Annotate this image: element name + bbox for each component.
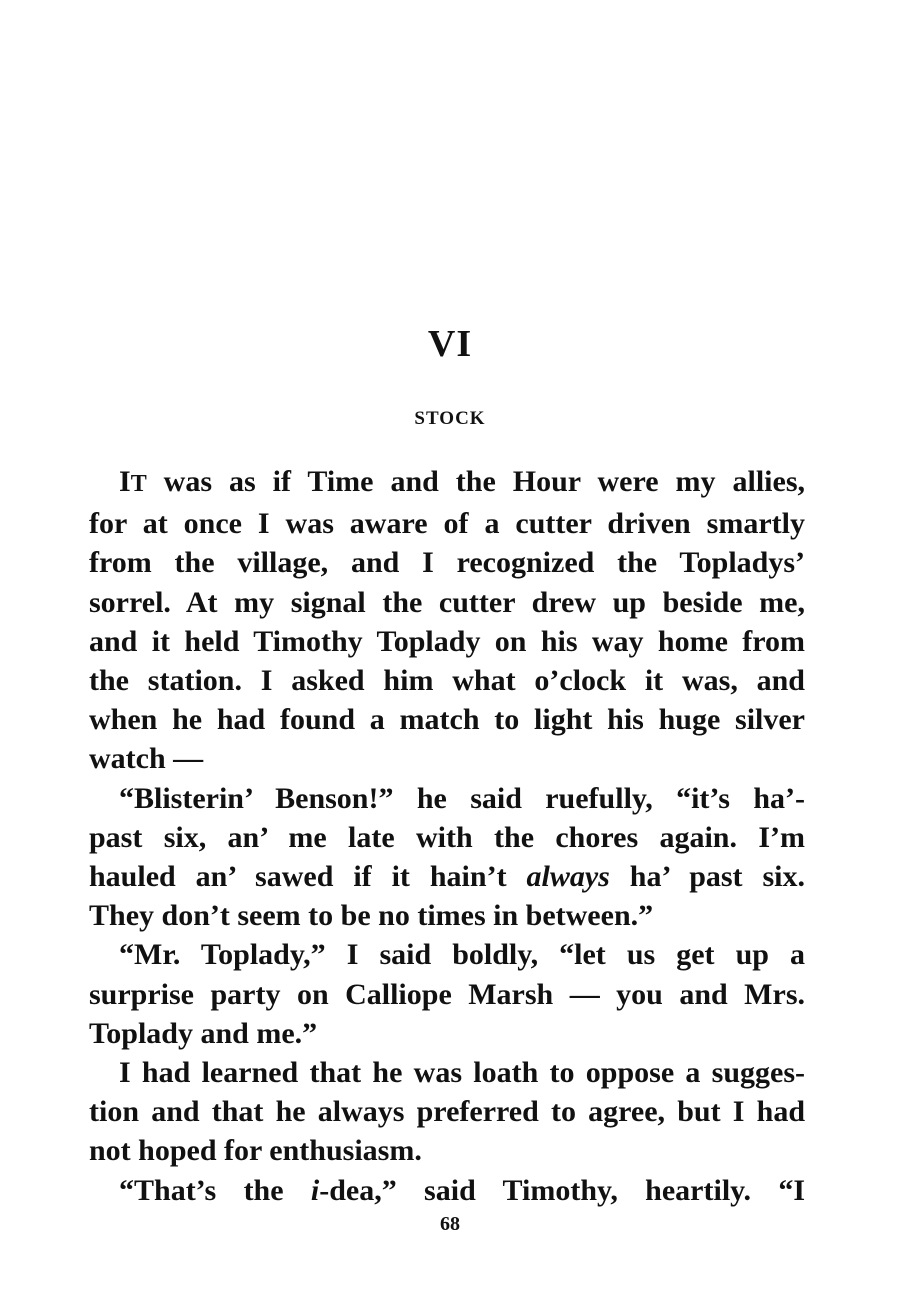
text-line: when he had found a match to light his huge silver [89,703,805,737]
text-line: and it held Timothy Toplady on his way home from [89,624,805,658]
initial-small-caps: T [130,471,147,497]
text-line: surprise party on Calliope Marsh — you and Mrs. [89,977,805,1011]
paragraph [89,1053,805,1171]
text-line: hauled an’ sawed if it hain’t always ha’ past six. [89,860,806,894]
chapter-number: VI [427,323,473,365]
text-line: They don’t seem to be no times in between.” [89,899,654,933]
text-line: sorrel. At my signal the cutter drew up beside me, [89,585,805,619]
chapter-title: STOCK [414,408,486,429]
text-line: tion and that he always preferred to agree, but I had [89,1095,805,1129]
paragraph [89,779,805,936]
text-line: watch — [89,742,204,776]
initial-capital: I [119,465,131,498]
text-line: from the village, and I recognized the Topladys’ [89,546,805,580]
text-line: Toplady and me.” [89,1016,318,1050]
text-line: I had learned that he was loath to oppose a sugges- [119,1056,805,1090]
paragraph [89,935,805,1053]
paragraph [89,1171,805,1210]
chapter-body [89,462,805,1210]
text-line: past six, an’ me late with the chores again. I’m [89,820,805,854]
page-number: 68 [440,1213,460,1235]
text-line: “That’s the i-dea,” said Timothy, heartily. “I [119,1173,805,1207]
text-line: the station. I asked him what o’clock it was, and [89,664,805,698]
text-line: for at once I was aware of a cutter driven smartly [89,507,805,541]
text-line: “Mr. Toplady,” I said boldly, “let us get up a [119,938,805,972]
italic-word: always [526,860,610,894]
text-line: “Blisterin’ Benson!” he said ruefully, “it’s ha’- [119,781,805,815]
text-line: IT was as if Time and the Hour were my allies, [119,465,805,498]
paragraph [89,462,805,779]
text-line: not hoped for enthusiasm. [89,1134,422,1168]
italic-word: i [310,1173,320,1207]
